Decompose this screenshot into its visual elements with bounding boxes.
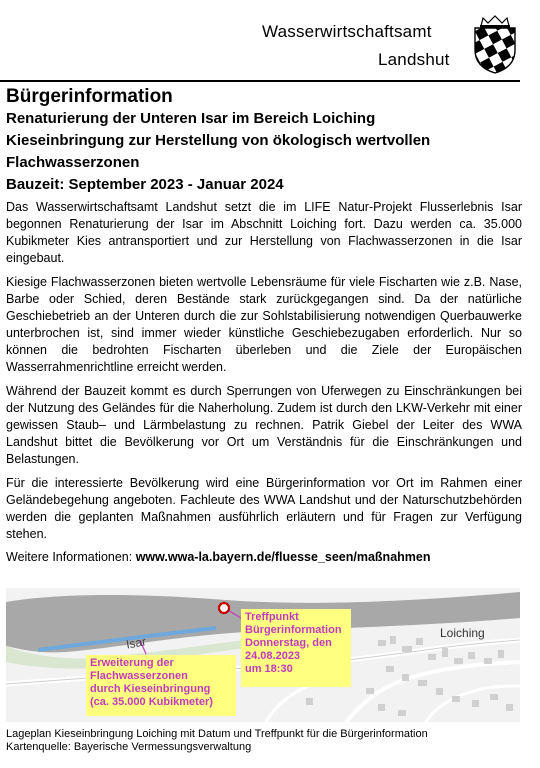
subtitle-line-1: Renaturierung der Unteren Isar im Bereich Loiching <box>6 110 376 127</box>
caption-source: Kartenquelle: Bayerische Vermessungsverwaltung <box>6 741 252 753</box>
map-label-isar: Isar <box>124 634 148 652</box>
callout-line: (ca. 35.000 Kubikmeter) <box>90 696 213 708</box>
callout-line: um 18:30 <box>245 663 293 675</box>
subtitle-line-3: Flachwasserzonen <box>6 154 140 171</box>
paragraph-1: Das Wasserwirtschaftsamt Landshut setzt die im LIFE Natur-Projekt Flusserlebnis Isar begonnen Renaturierung der Isar im Abschnitt Loiching fort. Dazu werden ca. 35.000 Kubikmeter Kies antransportiert und zur Herstellung von Flachwasserzonen in die Isar eingebaut. <box>6 200 522 265</box>
org-name: Wasserwirtschaftsamt <box>262 22 432 41</box>
meeting-point-marker <box>219 603 229 613</box>
map-label-loiching: Loiching <box>440 626 485 640</box>
callout-line: durch Kieseinbringung <box>90 683 211 695</box>
more-info-label: Weitere Informationen: <box>6 550 136 564</box>
paragraph-3: Während der Bauzeit kommt es durch Sperrungen von Uferwegen zu Einschränkungen bei der Nutzung des Geländes für die Naherholung. Zudem ist durch den LKW-Verkehr mit einer gewissen Staub– und Lärmbelastung zu rechnen. Patrik Giebel der Leiter des WWA Landshut bittet die Bevölkerung vor Ort um Verständnis für die Einschränkungen und Belastungen. <box>6 384 522 466</box>
callout-line: Flachwasserzonen <box>90 670 188 682</box>
callout-line: 24.08.2023 <box>245 650 301 662</box>
more-info-link[interactable]: www.wwa-la.bayern.de/fluesse_seen/maßnahmen <box>135 550 431 564</box>
meeting-point-callout <box>241 609 351 687</box>
title-block <box>6 86 526 196</box>
construction-period: Bauzeit: September 2023 - Januar 2024 <box>6 176 284 193</box>
paragraph-2: Kiesige Flachwasserzonen bieten wertvolle Lebensräume für viele Fischarten wie z.B. Nase, Barbe oder Schied, deren Bestände stark zurückgegangen sind. Da der natürliche Geschiebetrieb an der Unteren durch die zur Sohlstabilisierung notwendigen Querbauwerke unterbrochen ist, sind immer wieder künstliche Geschiebezugaben erforderlich. Nur so können die bedrohten Fischarten überleben und die Ziele der Europäischen Wasserrahmenrichtline erreicht werden. <box>6 275 522 374</box>
letterhead <box>0 0 540 80</box>
header-divider <box>0 80 520 82</box>
org-city: Landshut <box>378 50 450 69</box>
page-title: Bürgerinformation <box>6 86 173 107</box>
callout-line: Erweiterung der <box>90 657 174 669</box>
more-info-line <box>6 549 522 566</box>
map-caption <box>6 728 522 754</box>
paragraph-4: Für die interessierte Bevölkerung wird eine Bürgerinformation vor Ort im Rahmen einer Geländebegehung angeboten. Fachleute des WWA Landshut und der Naturschutzbehörden werden die geplanten Maßnahmen ausführlich erläutern und für Fragen zur Verfügung stehen. <box>6 476 522 541</box>
callout-line: Treffpunkt <box>245 611 299 623</box>
callout-line: Donnerstag, den <box>245 637 332 649</box>
bavarian-crest-icon <box>472 14 518 74</box>
extension-callout <box>86 655 236 716</box>
caption-line-1: Lageplan Kieseinbringung Loiching mit Datum und Treffpunkt für die Bürgerinformation <box>6 728 428 740</box>
subtitle-line-2: Kieseinbringung zur Herstellung von ökologisch wertvollen <box>6 132 431 149</box>
callout-line: Bürgerinformation <box>245 624 342 636</box>
body-text <box>6 199 522 573</box>
